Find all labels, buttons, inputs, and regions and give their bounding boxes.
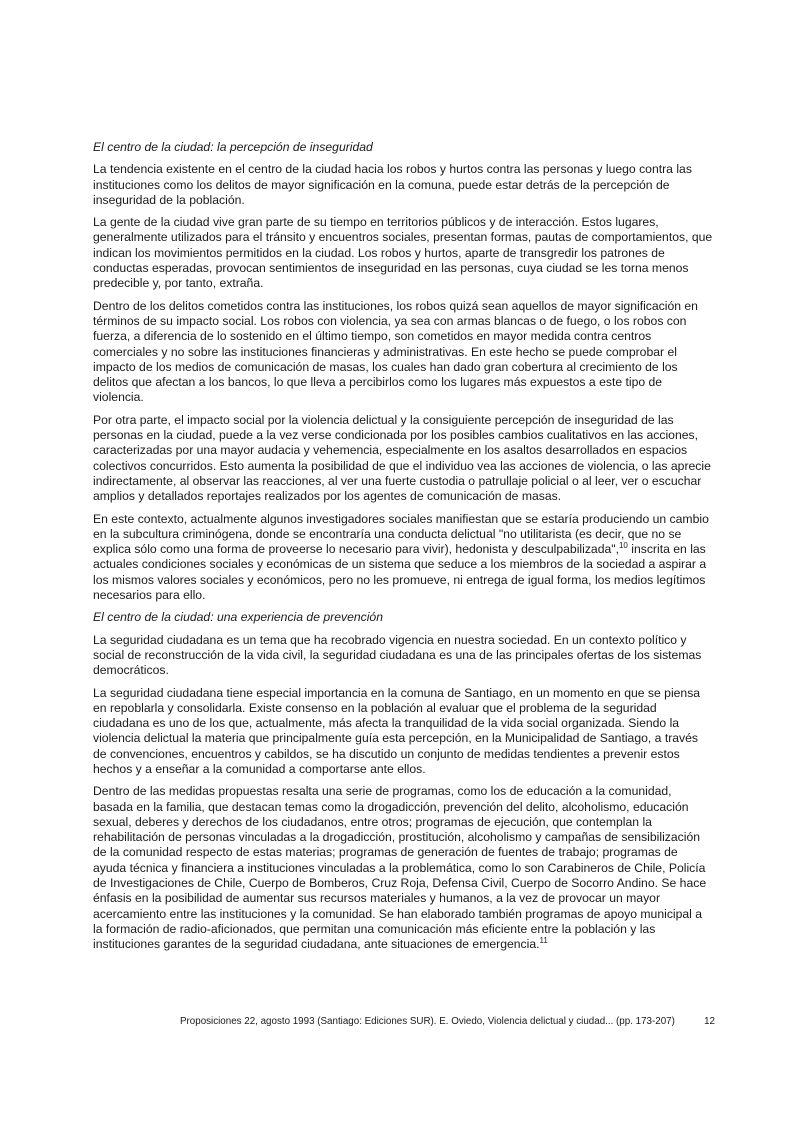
footnote-marker: 11 <box>539 936 548 946</box>
page-number: 12 <box>704 1016 715 1027</box>
paragraph: La seguridad ciudadana tiene especial importancia en la comuna de Santiago, en un momento en que se piensa en repoblarla y consolidarla. Existe consenso en la población al evaluar que el problema de la seguridad ciudadana es uno de los que, actualmente, más afecta la tranquilidad de la vida social organizada. Siendo la violencia delictual la materia que principalmente guía esta percepción, en la Municipalidad de Santiago, a través de convenciones, encuentros y cabildos, se ha discutido un conjunto de medidas tendientes a prevenir estos hechos y a enseñar a la comunidad a comportarse ante ellos. <box>93 685 701 776</box>
paragraph: Por otra parte, el impacto social por la violencia delictual y la consiguiente percepción de inseguridad de las personas en la ciudad, puede a la vez verse condicionada por los posibles cambios cualitativos en las acciones, caracterizadas por una mayor audacia y vehemencia, especialmente en los asaltos desarrollados en espacios colectivos concurridos. Esto aumenta la posibilidad de que el individuo vea las acciones de violencia, o las aprecie indirectamente, al observar las reacciones, al ver una fuerte custodia o patrullaje policial o al leer, ver o escuchar amplios y detallados reportajes realizados por los agentes de comunicación de masas. <box>93 412 711 504</box>
paragraph <box>93 784 713 952</box>
section-heading-prevention: El centro de la ciudad: una experiencia de prevención <box>93 610 383 625</box>
section-heading-perception: El centro de la ciudad: la percepción de inseguridad <box>93 140 373 154</box>
paragraph-text: En este contexto, actualmente algunos investigadores sociales manifiestan que se estaría produciendo un cambio en la subcultura criminógena, donde se encontraría una conducta delictual "no utilitarista (es decir, que no se explica sólo como una forma de proveerse lo necesario para vivir), hedonista y desculpabilizada", <box>93 511 709 557</box>
footnote-marker: 10 <box>618 541 628 551</box>
paragraph <box>93 512 713 604</box>
paragraph: La gente de la ciudad vive gran parte de su tiempo en territorios públicos y de interacción. Estos lugares, generalmente utilizados para el tránsito y encuentros sociales, presentan formas, pautas de comportamientos, que indican los movimientos permitidos en la ciudad. Los robos y hurtos, aparte de transgredir los patrones de conductas esperadas, provocan sentimientos de inseguridad en las personas, cuya ciudad se les torna menos predecible y, por tanto, extraña. <box>93 215 713 291</box>
page-footer <box>180 1016 715 1027</box>
document-body <box>93 140 713 960</box>
paragraph: La tendencia existente en el centro de la ciudad hacia los robos y hurtos contra las personas y luego contra las instituciones como los delitos de mayor significación en la comuna, puede estar detrás de la percepción de inseguridad de la población. <box>93 162 692 207</box>
paragraph-text: inscrita en las actuales condiciones sociales y económicas de un sistema que seduce a los miembros de la sociedad a aspirar a los mismos valores sociales y económicos, pero no les promueve, ni entrega de igual forma, los medios legítimos necesarios para ello. <box>93 542 707 603</box>
paragraph-text: Dentro de las medidas propuestas resalta una serie de programas, como los de educación a la comunidad, basada en la familia, que destacan temas como la drogadicción, prevención del delito, alcoholismo, educación sexual, deberes y derechos de los ciudadanos, entre otros; programas de ejecución, que contemplan la rehabilitación de personas vinculadas a la drogadicción, prostitución, alcoholismo y campañas de sensibilización de la comunidad respecto de estas materias; programas de generación de fuentes de trabajo; programas de ayuda técnica y financiera a instituciones vinculadas a la problemática, como lo son Carabineros de Chile, Policía de Investigaciones de Chile, Cuerpo de Bomberos, Cruz Roja, Defensa Civil, Cuerpo de Socorro Andino. Se hace énfasis en la posibilidad de aumentar sus recursos materiales y humanos, a la vez de provocar un mayor acercamiento entre las instituciones y la comunidad. Se han elaborado también programas de apoyo municipal a la formación de radio-aficionados, que permitan una comunicación más eficiente entre la población y las instituciones garantes de la seguridad ciudadana, ante situaciones de emergencia. <box>93 784 707 952</box>
footer-citation: Proposiciones 22, agosto 1993 (Santiago: Ediciones SUR). E. Oviedo, Violencia delictual y ciudad... (pp. 173-207) <box>180 1016 675 1027</box>
paragraph: Dentro de los delitos cometidos contra las instituciones, los robos quizá sean aquellos de mayor significación en términos de su impacto social. Los robos con violencia, ya sea con armas blancas o de fuego, o los robos con fuerza, a diferencia de lo sostenido en el último tiempo, son cometidos en mayor medida contra centros comerciales y no sobre las instituciones financieras y administrativas. En este hecho se puede comprobar el impacto de los medios de comunicación de masas, los cuales han dado gran cobertura al crecimiento de los delitos que afectan a los bancos, lo que lleva a percibirlos como los lugares más expuestos a este tipo de violencia. <box>93 298 698 405</box>
paragraph: La seguridad ciudadana es un tema que ha recobrado vigencia en nuestra sociedad. En un contexto político y social de reconstrucción de la vida civil, la seguridad ciudadana es una de las principales ofertas de los sistemas democráticos. <box>93 632 702 678</box>
